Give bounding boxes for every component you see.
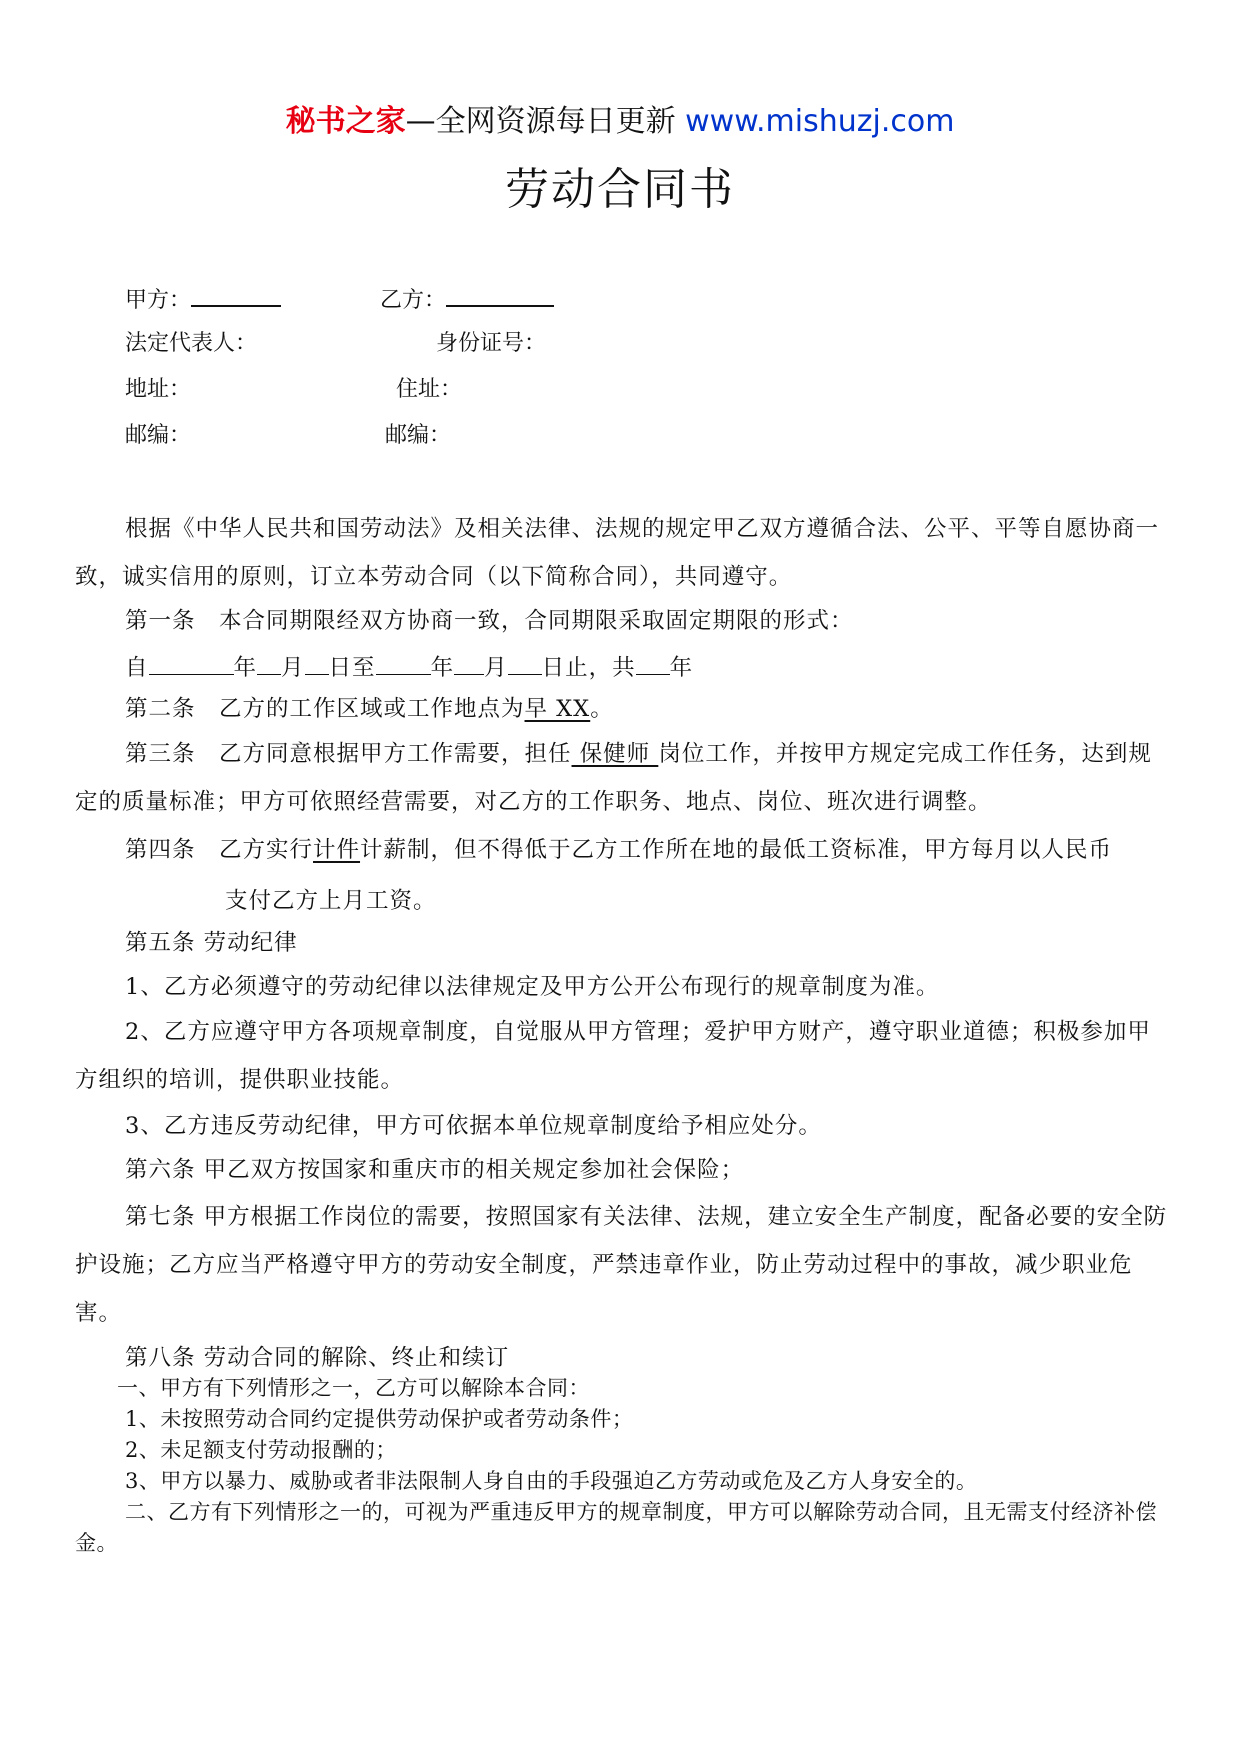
article-4-rest: 计薪制，但不得低于乙方工作所在地的最低工资标准，甲方每月以人民币 xyxy=(360,837,1113,863)
article-3-text: 第三条 乙方同意根据甲方工作需要，担任 xyxy=(125,741,572,767)
term-end-month-label: 月 xyxy=(484,655,508,681)
pay-type-value: 计件 xyxy=(313,837,361,863)
party-b-row xyxy=(380,283,554,316)
banner-tagline: —全网资源每日更新 xyxy=(405,104,676,139)
article-5-item-2: 2、乙方应遵守甲方各项规章制度，自觉服从甲方管理；爱护甲方财产，遵守职业道德；积极参加甲方组织的培训，提供职业技能。 xyxy=(75,1019,1151,1093)
end-month-blank[interactable] xyxy=(454,650,484,675)
document-title: 劳动合同书 xyxy=(505,164,735,215)
work-place-value: 早 XX xyxy=(524,696,591,722)
intro-paragraph: 根据《中华人民共和国劳动法》及相关法律、法规的规定甲乙双方遵循合法、公平、平等自愿协商一致，诚实信用的原则，订立本劳动合同（以下简称合同），共同遵守。 xyxy=(75,516,1160,590)
term-year-label: 年 xyxy=(233,655,258,681)
term-day-to-label: 日至 xyxy=(328,655,376,681)
legal-rep-label: 法定代表人： xyxy=(125,331,258,356)
end-year-blank[interactable] xyxy=(376,650,431,675)
article-1: 第一条 本合同期限经双方协商一致，合同期限采取固定期限的形式： xyxy=(125,608,854,634)
site-banner xyxy=(0,100,1240,144)
article-2-end: 。 xyxy=(590,696,614,722)
article-5-heading: 第五条 劳动纪律 xyxy=(125,930,298,956)
term-end-year-label: 年 xyxy=(430,655,455,681)
article-4-line-2: 支付乙方上月工资。 xyxy=(225,888,437,914)
party-a-label: 甲方： xyxy=(125,288,192,313)
address-a-label: 地址： xyxy=(125,377,192,402)
term-from-label: 自 xyxy=(125,655,149,681)
article-8-item-3: 3、甲方以暴力、威胁或者非法限制人身自由的手段强迫乙方劳动或危及乙方人身安全的。 xyxy=(125,1469,978,1493)
article-7: 第七条 甲方根据工作岗位的需要，按照国家有关法律、法规，建立安全生产制度，配备必要的安全防护设施；乙方应当严格遵守甲方的劳动安全制度，严禁违章作业，防止劳动过程中的事故，减少职业危害。 xyxy=(75,1204,1168,1326)
party-b-blank[interactable] xyxy=(446,283,554,307)
article-6: 第六条 甲乙双方按国家和重庆市的相关规定参加社会保险； xyxy=(125,1157,745,1183)
banner-brand: 秘书之家 xyxy=(285,104,406,139)
article-2-text: 第二条 乙方的工作区域或工作地点为 xyxy=(125,696,525,722)
party-a-row xyxy=(125,283,281,316)
article-8-sub-1: 一、甲方有下列情形之一，乙方可以解除本合同： xyxy=(117,1376,590,1400)
article-4-text: 第四条 乙方实行 xyxy=(125,837,314,863)
article-2 xyxy=(125,694,614,724)
term-total-year-label: 年 xyxy=(669,655,694,681)
start-month-blank[interactable] xyxy=(257,650,281,675)
zip-a-label: 邮编： xyxy=(125,423,192,448)
article-4 xyxy=(75,826,1171,874)
address-b-label: 住址： xyxy=(396,377,463,402)
start-day-blank[interactable] xyxy=(305,650,329,675)
article-5-item-1: 1、乙方必须遵守的劳动纪律以法律规定及甲方公开公布现行的规章制度为准。 xyxy=(125,974,940,1000)
article-8-heading: 第八条 劳动合同的解除、终止和续订 xyxy=(125,1345,510,1371)
zip-b-label: 邮编： xyxy=(385,423,452,448)
article-8-sub-2: 二、乙方有下列情形之一的，可视为严重违反甲方的规章制度，甲方可以解除劳动合同，且无需支付经济补偿金。 xyxy=(75,1500,1157,1555)
term-total-label: 日止，共 xyxy=(541,655,636,681)
article-3-rest: 岗位工作，并按甲方规定完成工作任务，达到规定的质量标准；甲方可依照经营需要，对乙方的工作职务、地点、岗位、班次进行调整。 xyxy=(75,741,1152,815)
term-month-label: 月 xyxy=(281,655,305,681)
job-position-value: 保健师 xyxy=(571,741,659,767)
banner-url[interactable]: www.mishuzj.com xyxy=(685,104,955,139)
end-day-blank[interactable] xyxy=(508,650,542,675)
article-5-item-3: 3、乙方违反劳动纪律，甲方可依据本单位规章制度给予相应处分。 xyxy=(125,1113,822,1139)
article-8-item-1: 1、未按照劳动合同约定提供劳动保护或者劳动条件； xyxy=(125,1407,634,1431)
start-year-blank[interactable] xyxy=(149,650,234,675)
article-8-item-2: 2、未足额支付劳动报酬的； xyxy=(125,1438,397,1462)
article-1-term-line xyxy=(125,650,693,683)
party-b-label: 乙方： xyxy=(380,288,447,313)
total-years-blank[interactable] xyxy=(636,650,670,675)
article-3 xyxy=(75,730,1171,826)
id-number-label: 身份证号： xyxy=(436,331,547,356)
party-a-blank[interactable] xyxy=(191,283,281,307)
